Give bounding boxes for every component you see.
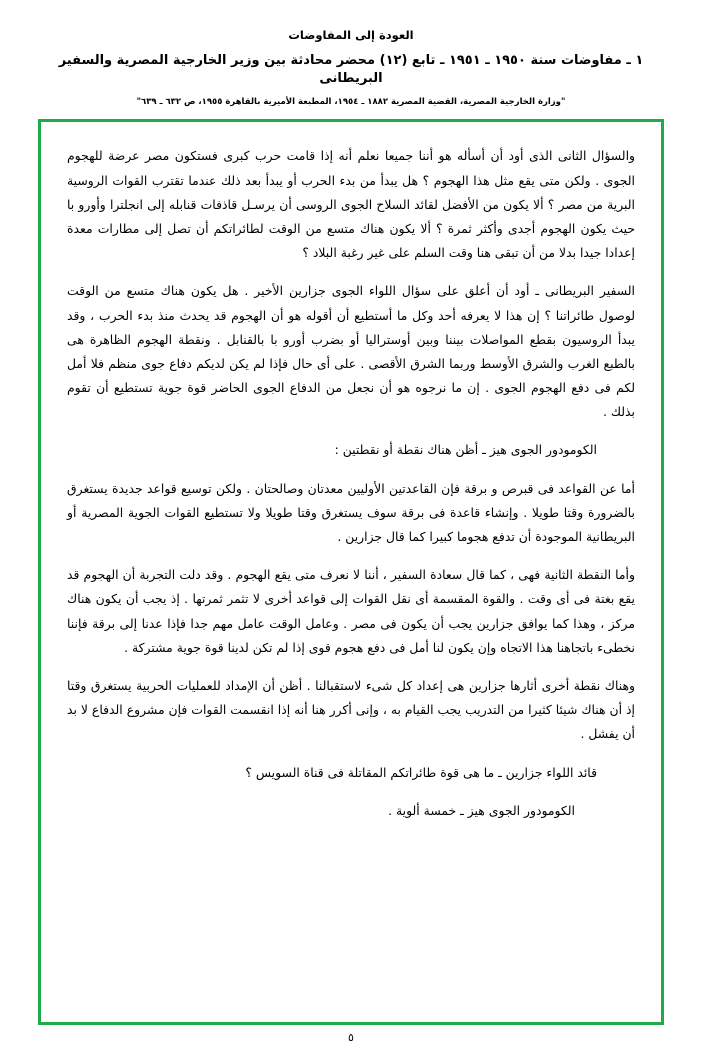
paragraph: أما عن القواعد فى قبرص و برقة فإن القاعدتين الأوليين معدتان وصالحتان . ولكن توسيع قواعد جديدة يستغرق بالضرورة وقتا طويلا . وإنشاء قاعدة فى برقة سوف يستغرق وقتا طويلا ولا تستطيع القوات الجوية المصرية أو البريطانية الموجودة أن تدفع هجوما كبيرا كما قال جزارين . xyxy=(67,480,635,544)
paragraph: السفير البريطانى ـ أود أن أعلق على سؤال اللواء الجوى جزارين الأخير . هل يكون هناك متسع من الوقت لوصول طائراتنا ؟ إن هذا لا يعرفه أحد وكل ما أستطيع أن أقوله هو أن الهجوم قد يحدث منذ بدء الحرب ، وقد يبدأ الروسيون بقطع المواصلات بيننا وبين أوستراليا أو بضرب أورو با بالقنابل . ونقطة الهجوم الظاهرة هى بالطبع الغرب والشرق الأوسط وربما الشرق الأقصى . على أى حال فإذا لم يكن لديكم دفاع جوى منظم فلا أمل لكم فى دفع الهجوم الجوى . إن ما نرجوه هو أن نجعل من الدفاع الجوى الحاضر قوة جوية تستطيع أن تقوم بذلك . xyxy=(67,283,635,420)
paragraph: وأما النقطة الثانية فهى ، كما قال سعادة السفير ، أننا لا نعرف متى يقع الهجوم . وقد دلت التجربة أن الهجوم قد يقع بغتة فى أى وقت . والقوة المقسمة أى نقل القوات إلى قواعد أخرى لا تثمر ثمرتها . إذ يجب أن يكون هناك مركز ، وهذا كما يوافق جزارين يجب أن يكون فى مصر . وعامل الوقت عامل مهم جدا فإذا عدنا إلى برقة فإننا نخطىء باتجاهنا هذا الاتجاه وإن يكون لنا أمل فى دفع هجوم قوى إذا لم تكن لدينا قوة جوية مشتركة . xyxy=(67,567,635,655)
paragraph: الكومودور الجوى هيز ـ خمسة ألوية . xyxy=(388,802,575,818)
document-source-citation: "وزارة الخارجية المصرية، القضية المصرية ١٨٨٢ ـ ١٩٥٤، المطبعة الأميرية بالقاهرة ١٩٥٥، ص ٦٣٢ ـ ٦٣٩" xyxy=(136,97,566,108)
paragraph: قائد اللواء جزارين ـ ما هى قوة طائراتكم المقاتلة فى قناة السويس ؟ xyxy=(245,764,597,780)
text-frame xyxy=(38,119,664,1025)
paragraph: وهناك نقطة أخرى أثارها جزارين هى إعداد كل شىء لاستقبالنا . أظن أن الإمداد للعمليات الحربية يستغرق وقتا إذ أن هناك شيئا كثيرا من التدريب يجب القيام به ، وإنى أكرر هنا أنه إذا انقسمت القوات فإن مشروع الدفاع لا بد أن يفشل . xyxy=(67,677,635,742)
paragraph: الكومودور الجوى هيز ـ أظن هناك نقطة أو نقطتين : xyxy=(334,442,597,458)
page-number: ٥ xyxy=(348,1031,354,1044)
page-title: العودة إلى المفاوضات xyxy=(288,28,414,42)
document-subtitle: ١ ـ مفاوضات سنة ١٩٥٠ ـ ١٩٥١ ـ تابع (١٢) محضر محادثة بين وزير الخارجية المصرية والسفير البريطانى xyxy=(58,53,644,87)
paragraph: والسؤال الثانى الذى أود أن أسأله هو أننا جميعا نعلم أنه إذا قامت حرب كبرى فستكون مصر عرضة للهجوم الجوى . ولكن متى يقع مثل هذا الهجوم ؟ هل يبدأ من بدء الحرب أو يبدأ بعد ذلك عندما تقترب القوات الروسية البرية من مصر ؟ ألا يكون من الأفضل لقائد السلاح الجوى الروسى أن يرسـل قاذفات قنابله إلى انجلترا وأورو با حيث يكون الهجوم أجدى وأكثر ثمرة ؟ ألا يكون هناك متسع من الوقت لطائراتكم أن تصل إلى مطارات معدة إعدادا جيدا بدلا من أن تبقى هنا وقت السلم على غير رغبة البلاد ؟ xyxy=(67,148,635,261)
